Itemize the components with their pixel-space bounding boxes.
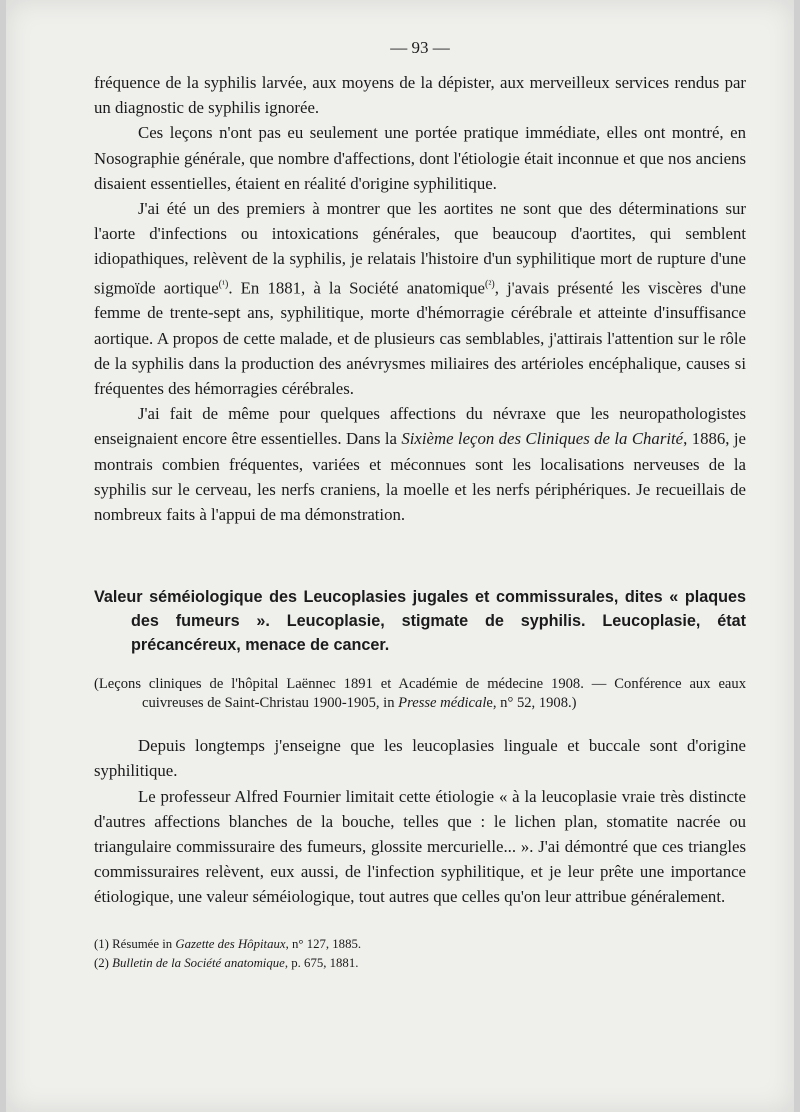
footnotes (94, 935, 746, 973)
paragraph-1: fréquence de la syphilis larvée, aux moyens de la dépister, aux merveilleux services rendus par un diagnostic de syphilis ignorée. (94, 73, 746, 118)
footnote-1-italic: Gazette des Hôpitaux (175, 936, 286, 951)
paragraph-5: Depuis longtemps j'enseigne que les leucoplasies linguale et buccale sont d'origine syphilitique. (94, 736, 746, 781)
paragraph-4 (94, 401, 746, 527)
paragraph-2: Ces leçons n'ont pas eu seulement une portée pratique immédiate, elles ont montré, en Nosographie générale, que nombre d'affections, dont l'étiologie était inconnue et que nos anciens disaient essentielles, étaient en réalité d'origine syphilitique. (94, 123, 746, 193)
source-note-italic: Presse médical (398, 695, 487, 712)
source-note-part-b: e, n° 52, 1908.) (486, 695, 577, 712)
footnote-2-mark: (2) (94, 955, 109, 970)
footnote-ref-2: (²) (485, 278, 495, 290)
page-content (94, 38, 746, 973)
section-heading: Valeur séméiologique des Leucoplasies jugales et commissurales, dites « plaques des fumeurs ». Leucoplasie, stigmate de syphilis. Leucoplasie, état précancéreux, menace de cancer. (94, 588, 746, 655)
paragraph-6: Le professeur Alfred Fournier limitait cette étiologie « à la leucoplasie vraie très distincte d'autres affections blanches de la bouche, telles que : le lichen plan, stomatite nacrée ou triangulaire commissuraire des fumeurs, glossite mercurielle... ». J'ai démontré que ces triangles commissuraires relèvent, eux aussi, de l'infection syphilitique, et je leur prête une importance étiologique, une valeur séméiologique, tout autres que celles qu'on leur attribue généralement. (94, 786, 746, 907)
page-number: — 93 — (390, 38, 450, 57)
footnote-divider (94, 924, 746, 925)
paragraph-4-italic-title: Sixième leçon des Cliniques de la Charité (401, 429, 684, 449)
footnote-1-text-a: Résumée in (108, 936, 176, 951)
paragraph-4-part-a: J'ai fait de même pour quelques affections du névraxe que les neuropathologistes enseignaient encore être essentielles. Dans la (94, 404, 746, 449)
paragraph-3-part-b: . En 1881, à la Société anatomique (228, 278, 486, 298)
footnote-1-text-b: , n° 127, 1885. (285, 936, 362, 951)
footnote-1 (94, 935, 746, 954)
footnote-ref-1: (¹) (218, 278, 229, 290)
footnote-2-italic: Bulletin de la Société anatomique (112, 955, 285, 970)
footnote-2-text-b: , p. 675, 1881. (284, 955, 359, 970)
source-note (94, 675, 746, 713)
footnote-2 (94, 954, 746, 973)
paragraph-3 (94, 196, 746, 401)
paragraph-3-part-c: , j'avais présenté les viscères d'une femme de trente-sept ans, syphilitique, morte d'hémorragie cérébrale et atteinte d'insuffisance aortique. A propos de cette malade, et de plusieurs cas semblables, j'attirais l'attention sur le rôle de la syphilis dans la production des anévrysmes miliaires des artérioles encéphalique, causes si fréquentes des hémorragies cérébrales. (94, 278, 746, 399)
paragraph-4-part-b: , 1886, je montrais combien fréquentes, variées et méconnues sont les localisations nerveuses de la syphilis sur le cerveau, les nerfs craniens, la moelle et les nerfs périphériques. Je recueillais de nombreux faits à l'appui de ma démonstration. (94, 429, 746, 525)
footnote-1-mark: (1) (94, 936, 109, 951)
source-note-part-a: (Leçons cliniques de l'hôpital Laënnec 1891 et Académie de médecine 1908. — Conférence aux eaux cuivreuses de Saint-Christau 1900-1905, in (94, 676, 746, 712)
paragraph-3-part-a: J'ai été un des premiers à montrer que les aortites ne sont que des déterminations sur l'aorte d'infections ou intoxications générales, que beaucoup d'aortites, qui semblent idiopathiques, relèvent de la syphilis, je relatais l'histoire d'un syphilitique mort de rupture d'une sigmoïde aortique (94, 199, 746, 298)
book-page (6, 0, 794, 1112)
